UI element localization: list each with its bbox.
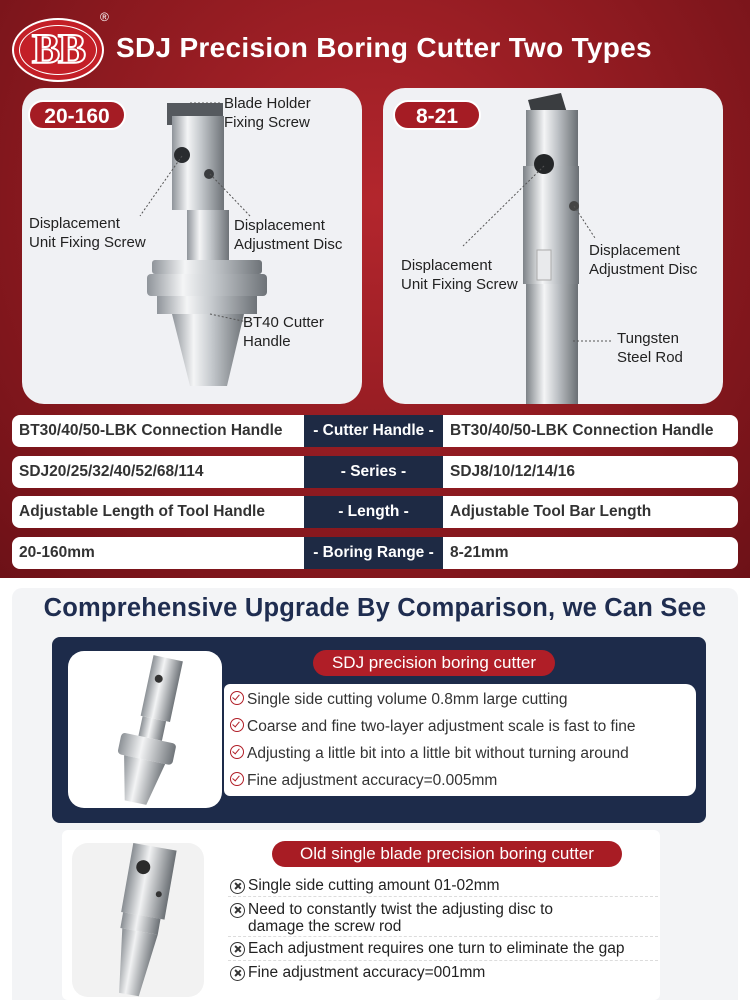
range-badge: 20-160 bbox=[28, 100, 126, 130]
spec-left: BT30/40/50-LBK Connection Handle bbox=[12, 415, 304, 447]
check-circle-icon bbox=[230, 745, 244, 759]
feature-item: Fine adjustment accuracy=0.005mm bbox=[230, 770, 497, 792]
callout-rod: Tungsten Steel Rod bbox=[617, 330, 683, 366]
new-cutter-features bbox=[224, 684, 696, 796]
check-circle-icon bbox=[230, 691, 244, 705]
drawback-item: Fine adjustment accuracy=001mm bbox=[230, 964, 485, 981]
spec-right: BT30/40/50-LBK Connection Handle bbox=[443, 415, 738, 447]
x-circle-icon bbox=[230, 903, 245, 918]
drawback-item: Single side cutting amount 01-02mm bbox=[230, 877, 500, 894]
check-circle-icon bbox=[230, 772, 244, 786]
callout-handle: BT40 Cutter Handle bbox=[243, 314, 324, 350]
new-cutter-image bbox=[68, 651, 222, 808]
callout-displacement-disc: Displacement Adjustment Disc bbox=[234, 217, 343, 253]
spec-row bbox=[12, 496, 738, 528]
divider bbox=[228, 960, 658, 961]
check-circle-icon bbox=[230, 718, 244, 732]
spec-label: - Series - bbox=[304, 456, 443, 488]
card-type-20-160 bbox=[22, 88, 362, 404]
spec-label: - Boring Range - bbox=[304, 537, 443, 569]
old-cutter-tag: Old single blade precision boring cutter bbox=[272, 841, 622, 867]
range-badge: 8-21 bbox=[393, 100, 481, 130]
feature-item: Adjusting a little bit into a little bit without turning around bbox=[230, 743, 629, 765]
spec-label: - Length - bbox=[304, 496, 443, 528]
brand-logo: BB bbox=[12, 18, 104, 82]
callout-blade-holder: Blade Holder Fixing Screw bbox=[224, 95, 311, 131]
spec-left: 20-160mm bbox=[12, 537, 304, 569]
spec-row bbox=[12, 537, 738, 569]
callout-displacement-disc: Displacement Adjustment Disc bbox=[589, 242, 698, 278]
old-cutter-image bbox=[72, 843, 204, 997]
spec-right: Adjustable Tool Bar Length bbox=[443, 496, 738, 528]
spec-right: SDJ8/10/12/14/16 bbox=[443, 456, 738, 488]
callout-displacement-unit: Displacement Unit Fixing Screw bbox=[29, 215, 146, 251]
drawback-item: Need to constantly twist the adjusting disc to damage the screw rod bbox=[230, 901, 553, 935]
new-cutter-tag: SDJ precision boring cutter bbox=[313, 650, 555, 676]
x-circle-icon bbox=[230, 942, 245, 957]
feature-item: Coarse and fine two-layer adjustment scale is fast to fine bbox=[230, 716, 636, 738]
drawback-item: Each adjustment requires one turn to eliminate the gap bbox=[230, 940, 625, 957]
spec-right: 8-21mm bbox=[443, 537, 738, 569]
registered-mark: ® bbox=[100, 10, 109, 24]
divider bbox=[228, 936, 658, 937]
card-type-8-21 bbox=[383, 88, 723, 404]
spec-left: SDJ20/25/32/40/52/68/114 bbox=[12, 456, 304, 488]
spec-row bbox=[12, 415, 738, 447]
x-circle-icon bbox=[230, 966, 245, 981]
spec-left: Adjustable Length of Tool Handle bbox=[12, 496, 304, 528]
x-circle-icon bbox=[230, 879, 245, 894]
page-title: SDJ Precision Boring Cutter Two Types bbox=[116, 32, 652, 63]
callout-displacement-unit: Displacement Unit Fixing Screw bbox=[401, 257, 518, 293]
spec-row bbox=[12, 456, 738, 488]
feature-item: Single side cutting volume 0.8mm large cutting bbox=[230, 689, 568, 711]
spec-label: - Cutter Handle - bbox=[304, 415, 443, 447]
comparison-title: Comprehensive Upgrade By Comparison, we Can See bbox=[43, 594, 707, 622]
divider bbox=[228, 896, 658, 897]
